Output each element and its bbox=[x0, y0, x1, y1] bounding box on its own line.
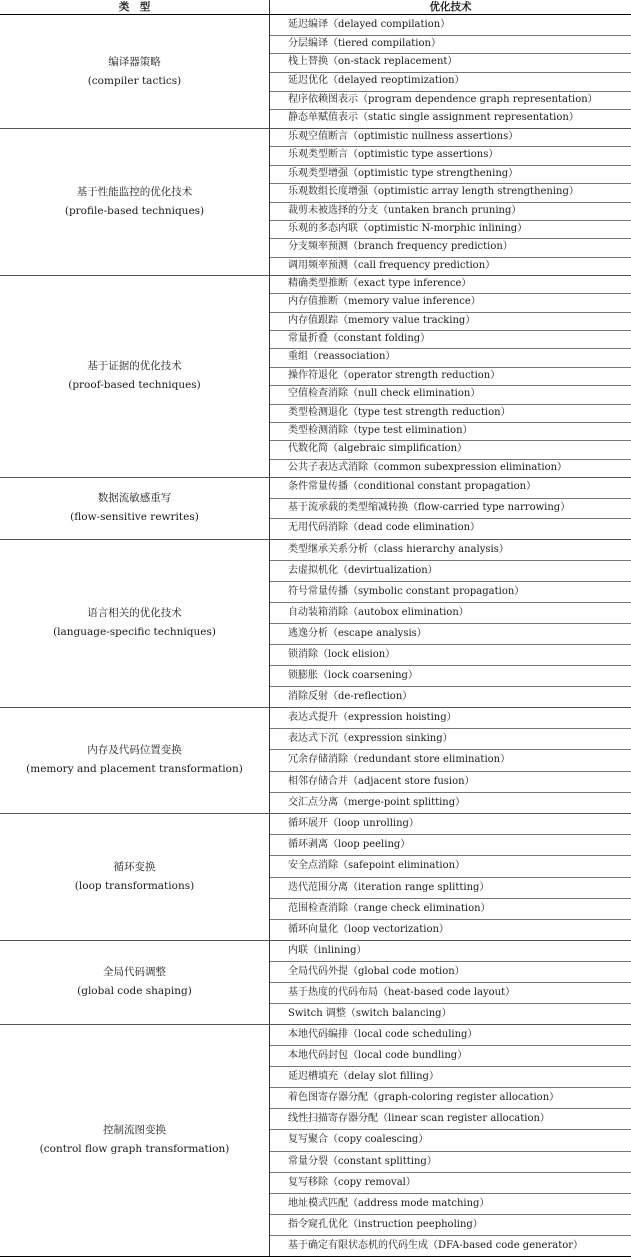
category-cell bbox=[0, 940, 269, 1024]
table-bottom-rule bbox=[0, 1256, 631, 1257]
technique-item: 延迟优化（delayed reoptimization） bbox=[288, 75, 465, 86]
category-name-zh: 循环变换 bbox=[113, 860, 156, 873]
technique-item: 程序依赖图表示（program dependence graph representation） bbox=[288, 93, 598, 105]
technique-item: 分支频率预测（branch frequency prediction） bbox=[288, 241, 513, 253]
technique-item: 乐观类型增强（optimistic type strengthening） bbox=[288, 167, 519, 179]
technique-item: 冗余存储消除（redundant store elimination） bbox=[288, 754, 511, 766]
category-name-zh: 数据流敏感重写 bbox=[97, 492, 172, 504]
category-name-zh: 内存及代码位置变换 bbox=[87, 744, 182, 756]
header-technique: 优化技术 bbox=[429, 1, 472, 13]
technique-item: 内存值推断（memory value inference） bbox=[288, 296, 481, 308]
technique-item: 内联（inlining） bbox=[288, 945, 367, 956]
category-name-en: (proof-based techniques) bbox=[68, 379, 201, 391]
technique-item: 空值检查消除（null check elimination） bbox=[288, 388, 481, 400]
technique-item: 内存值跟踪（memory value tracking） bbox=[288, 314, 476, 326]
category-name-zh: 控制流图变换 bbox=[103, 1124, 166, 1136]
technique-item: 延迟编译（delayed compilation） bbox=[288, 19, 451, 30]
technique-item: 着色图寄存器分配（graph-coloring register allocation） bbox=[288, 1092, 560, 1104]
technique-item: 基于确定有限状态机的代码生成（DFA-based code generator） bbox=[288, 1239, 584, 1251]
technique-item: 线性扫描寄存器分配（linear scan register allocation） bbox=[288, 1113, 550, 1125]
technique-item: 循环展开（loop unrolling） bbox=[288, 818, 419, 829]
technique-item: 表达式下沉（expression sinking） bbox=[288, 733, 453, 745]
category-name-en: (flow-sensitive rewrites) bbox=[70, 511, 199, 523]
category-name-zh: 语言相关的优化技术 bbox=[87, 607, 182, 619]
technique-item: 乐观的多态内联（optimistic N-morphic inlining） bbox=[288, 222, 528, 234]
technique-item: 调用频率预测（call frequency prediction） bbox=[288, 259, 496, 271]
technique-item: 符号常量传播（symbolic constant propagation） bbox=[288, 586, 525, 597]
technique-item: 基于流承载的类型缩减转换（flow-carried type narrowing） bbox=[288, 501, 571, 513]
category-name-en: (profile-based techniques) bbox=[64, 204, 205, 217]
technique-item: 相邻存储合并（adjacent store fusion） bbox=[288, 775, 475, 787]
technique-item: 交汇点分离（merge-point splitting） bbox=[288, 796, 466, 808]
category-name-zh: 编译器策略 bbox=[108, 56, 161, 68]
technique-item: 表达式提升（expression hoisting） bbox=[288, 712, 457, 723]
technique-item: 乐观数组长度增强（optimistic array length strengthening） bbox=[288, 186, 579, 198]
technique-item: 精确类型推断（exact type inference） bbox=[288, 278, 472, 289]
technique-item: 静态单赋值表示（static single assignment representation） bbox=[288, 112, 579, 124]
technique-item: 常量折叠（constant folding） bbox=[288, 333, 431, 345]
technique-item: 公共子表达式消除（common subexpression elimination） bbox=[288, 461, 568, 473]
category-name-zh: 基于证据的优化技术 bbox=[87, 360, 182, 372]
technique-item: 安全点消除（safepoint elimination） bbox=[288, 860, 466, 872]
technique-item: 类型检测消除（type test elimination） bbox=[288, 424, 473, 436]
category-name-en: (language-specific techniques) bbox=[53, 626, 216, 638]
category-cell bbox=[0, 275, 269, 477]
technique-item: 复写聚合（copy coalescing） bbox=[288, 1134, 429, 1146]
category-name-en: (loop transformations) bbox=[74, 879, 195, 892]
technique-item: 延迟槽填充（delay slot filling） bbox=[288, 1071, 439, 1083]
category-cell bbox=[0, 1024, 269, 1256]
technique-item: 常量分裂（constant splitting） bbox=[288, 1155, 437, 1167]
category-name-en: (memory and placement transformation) bbox=[26, 763, 243, 775]
header-category: 类 型 bbox=[118, 1, 151, 13]
technique-item: 本地代码封包（local code bundling） bbox=[288, 1050, 468, 1062]
technique-item: 消除反射（de-reflection） bbox=[288, 691, 413, 702]
technique-item: 复写移除（copy removal） bbox=[288, 1176, 416, 1188]
technique-item: 锁消除（lock elision） bbox=[288, 649, 396, 660]
category-cell bbox=[0, 539, 269, 707]
category-cell bbox=[0, 477, 269, 539]
technique-item: 操作符退化（operator strength reduction） bbox=[288, 369, 501, 381]
technique-item: 代数化简（algebraic simplification） bbox=[288, 443, 468, 455]
technique-item: 去虚拟机化（devirtualization） bbox=[288, 565, 438, 576]
technique-item: 自动装箱消除（autobox elimination） bbox=[288, 607, 469, 618]
technique-item: 循环剥离（loop peeling） bbox=[288, 839, 411, 851]
technique-item: 乐观空值断言（optimistic nullness assertions） bbox=[288, 131, 519, 142]
technique-item: 类型继承关系分析（class hierarchy analysis） bbox=[288, 544, 509, 555]
table-header bbox=[0, 0, 631, 15]
technique-item: 重组（reassociation） bbox=[288, 351, 396, 363]
category-cell bbox=[0, 813, 269, 940]
category-name-zh: 基于性能监控的优化技术 bbox=[76, 185, 193, 198]
technique-item: 基于热度的代码布局（heat-based code layout） bbox=[288, 987, 516, 998]
technique-item: 全局代码外提（global code motion） bbox=[288, 966, 465, 977]
category-name-en: (compiler tactics) bbox=[87, 75, 182, 87]
category-name-zh: 全局代码调整 bbox=[103, 966, 166, 978]
technique-item: 本地代码编排（local code scheduling） bbox=[288, 1029, 478, 1040]
technique-item: 乐观类型断言（optimistic type assertions） bbox=[288, 149, 499, 161]
technique-item: 逃逸分析（escape analysis） bbox=[288, 628, 427, 639]
technique-item: 无用代码消除（dead code elimination） bbox=[288, 522, 481, 534]
technique-item: 循环向量化（loop vectorization） bbox=[288, 923, 449, 935]
technique-item: 锁膨胀（lock coarsening） bbox=[288, 670, 418, 681]
category-name-en: (control flow graph transformation) bbox=[39, 1143, 230, 1155]
category-cell bbox=[0, 128, 269, 275]
technique-item: 分层编译（tiered compilation） bbox=[288, 37, 441, 49]
category-name-en: (global code shaping) bbox=[77, 985, 192, 997]
technique-item: Switch 调整（switch balancing） bbox=[288, 1008, 452, 1019]
technique-item: 栈上替换（on-stack replacement） bbox=[288, 56, 458, 68]
technique-item: 范围检查消除（range check elimination） bbox=[288, 902, 491, 914]
technique-item: 迭代范围分离（iteration range splitting） bbox=[288, 881, 490, 893]
technique-item: 条件常量传播（conditional constant propagation） bbox=[288, 481, 537, 492]
technique-item: 地址模式匹配（address mode matching） bbox=[288, 1197, 490, 1209]
technique-item: 指令窥孔优化（instruction peepholing） bbox=[288, 1218, 483, 1230]
technique-item: 类型检测退化（type test strength reduction） bbox=[288, 406, 511, 418]
category-cell bbox=[0, 16, 269, 128]
category-cell bbox=[0, 707, 269, 813]
technique-item: 裁剪未被选择的分支（untaken branch pruning） bbox=[288, 204, 522, 216]
